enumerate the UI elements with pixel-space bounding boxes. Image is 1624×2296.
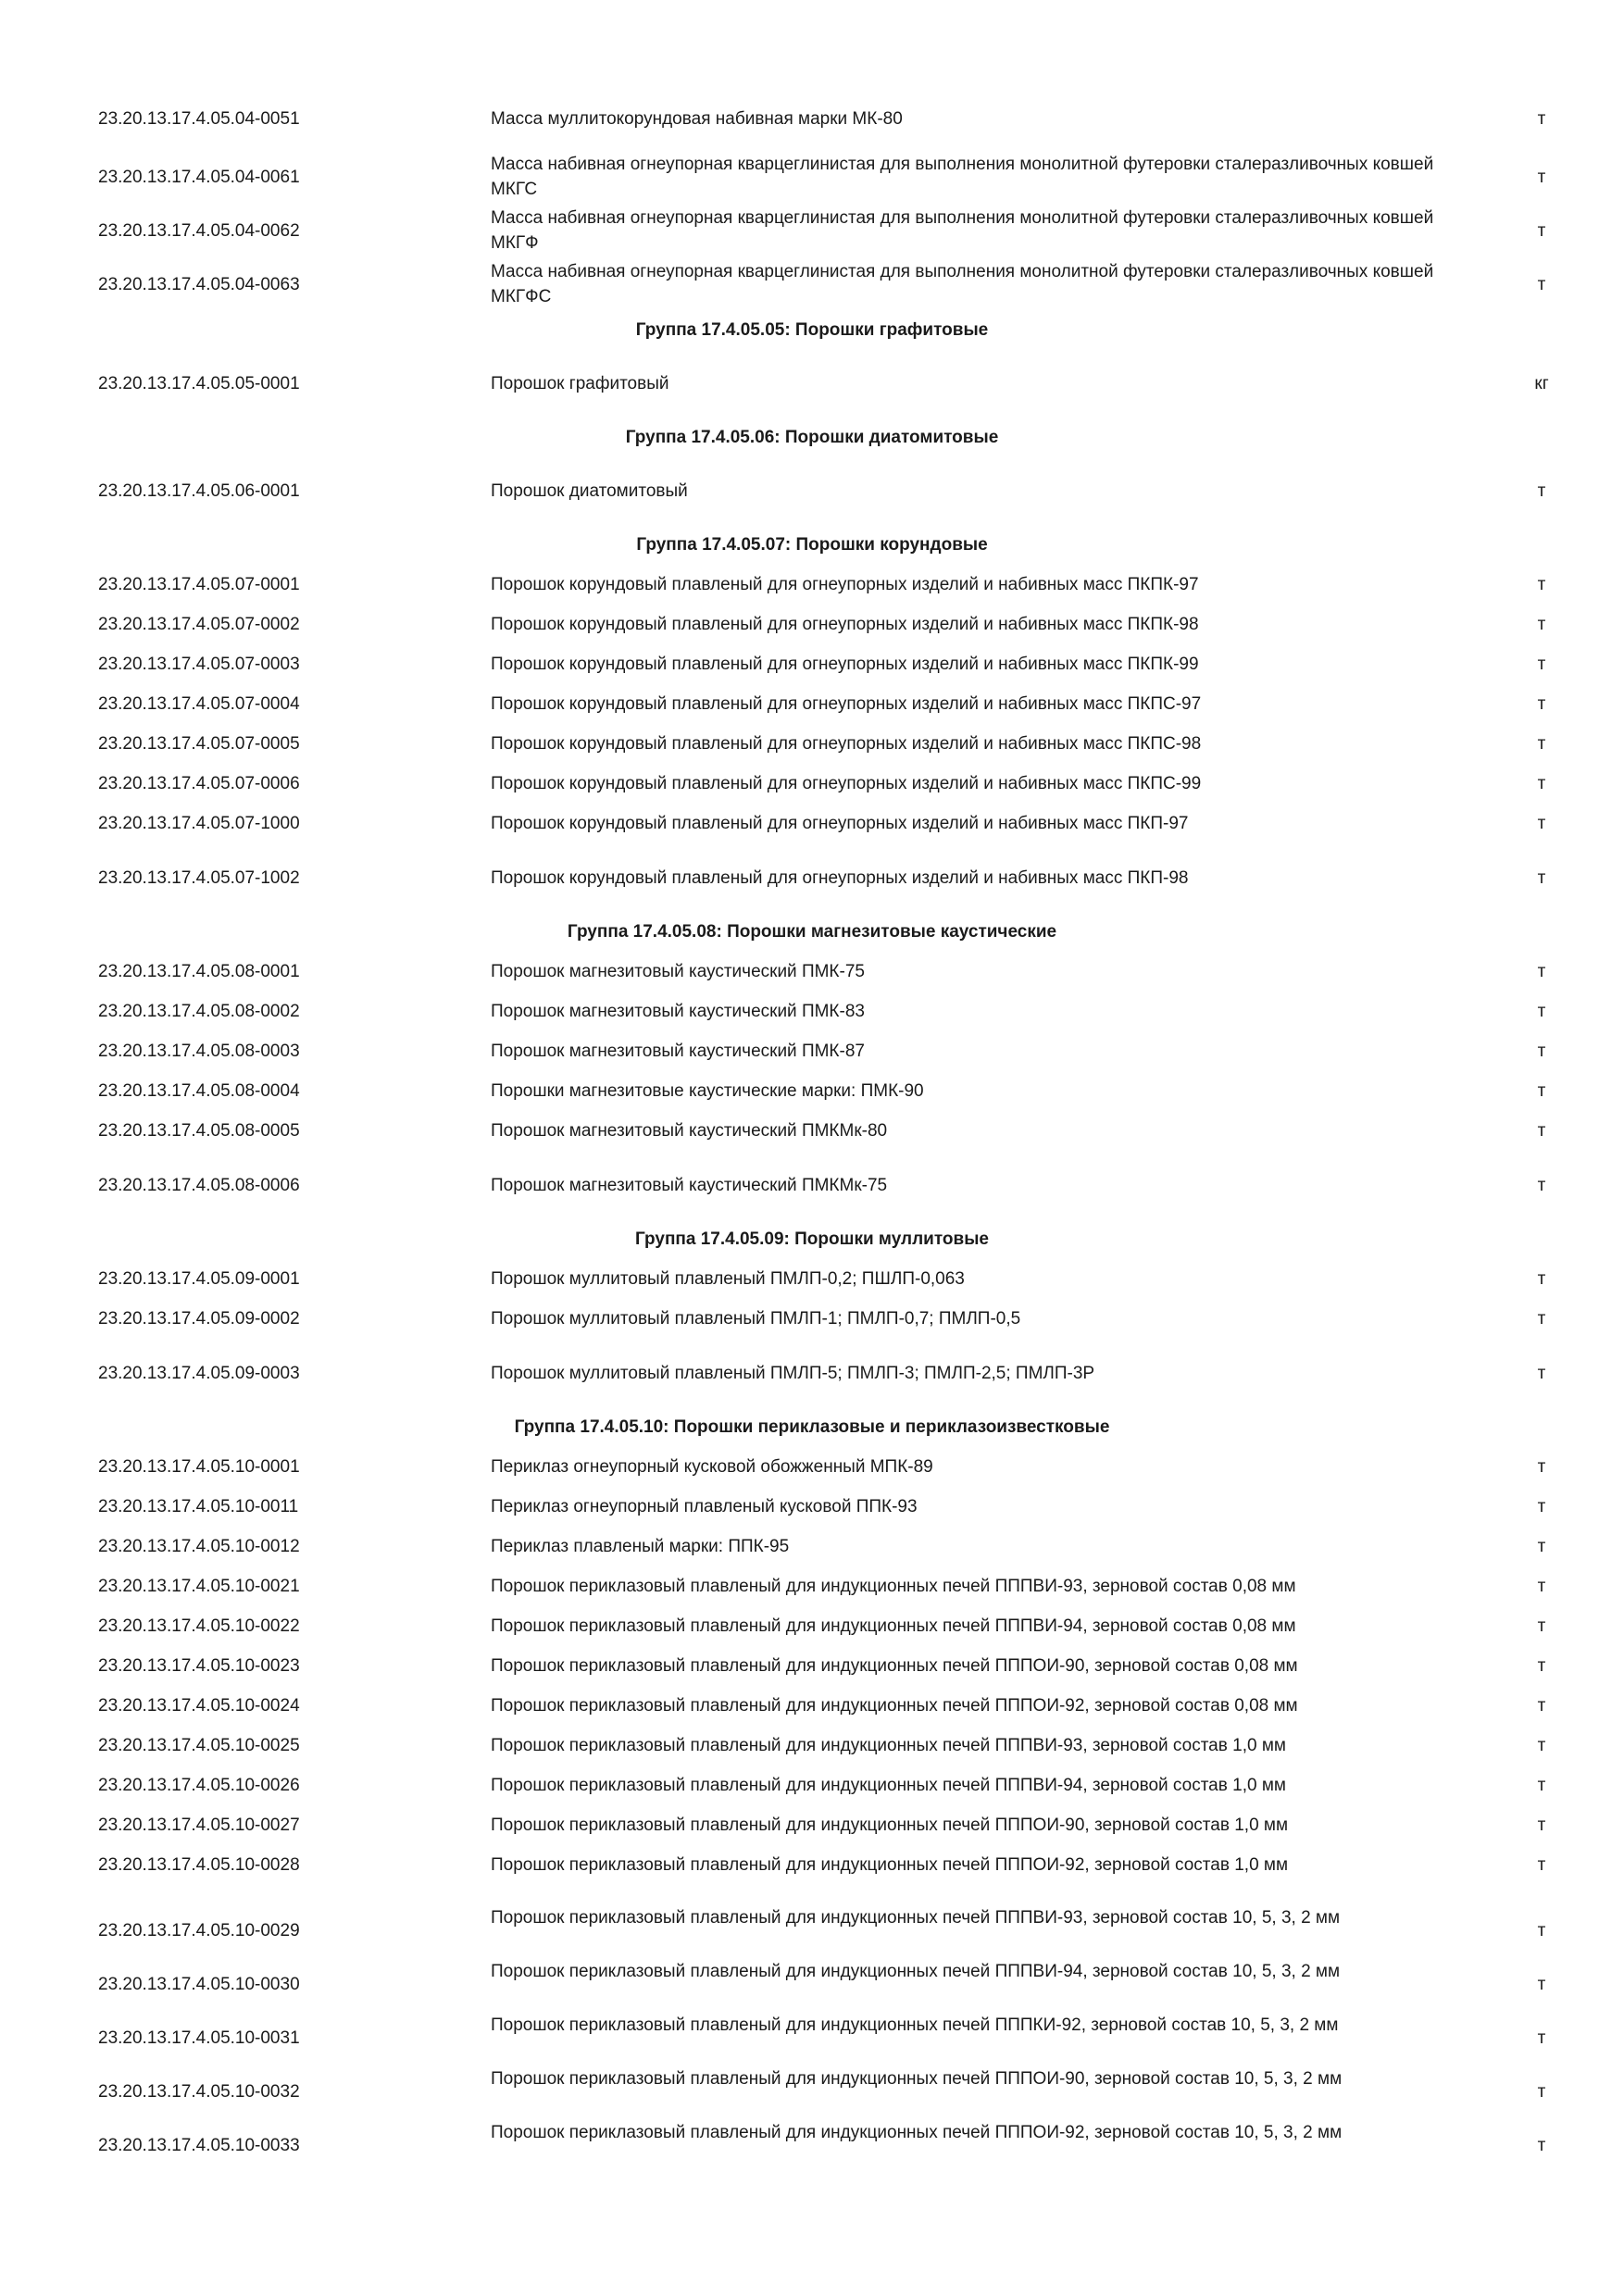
resource-name: Периклаз огнеупорный плавленый кусковой ППК-93 bbox=[491, 1497, 918, 1516]
resource-code: 23.20.13.17.4.05.08-0006 bbox=[98, 1176, 300, 1195]
resource-unit: т bbox=[1537, 615, 1546, 634]
resource-name: Порошок корундовый плавленый для огнеупорных изделий и набивных масс ПКПС-99 bbox=[491, 774, 1202, 793]
resource-code: 23.20.13.17.4.05.10-0001 bbox=[98, 1457, 300, 1477]
resource-unit: т bbox=[1537, 2136, 1546, 2155]
resource-unit: т bbox=[1537, 1616, 1546, 1636]
group-heading: Группа 17.4.05.07: Порошки корундовые bbox=[636, 535, 988, 555]
group-heading: Группа 17.4.05.05: Порошки графитовые bbox=[635, 320, 989, 340]
resource-unit: т bbox=[1537, 1121, 1546, 1141]
resource-unit: т bbox=[1537, 814, 1546, 833]
resource-unit: т bbox=[1537, 1776, 1546, 1795]
resource-name: Периклаз огнеупорный кусковой обожженный МПК-89 bbox=[491, 1457, 933, 1477]
resource-name: Порошок периклазовый плавленый для индукционных печей ПППВИ-94, зерновой состав 1,0 мм bbox=[491, 1776, 1286, 1795]
resource-name: Порошок периклазовый плавленый для индукционных печей ПППОИ-92, зерновой состав 0,08 мм bbox=[491, 1696, 1298, 1716]
resource-name: Порошок периклазовый плавленый для индукционных печей ПППВИ-94, зерновой состав 10, 5, 3, 2 мм bbox=[491, 1962, 1341, 1981]
resource-unit: т bbox=[1537, 1816, 1546, 1835]
group-heading: Группа 17.4.05.06: Порошки диатомитовые bbox=[625, 428, 999, 447]
resource-unit: т bbox=[1537, 1656, 1546, 1676]
resource-code: 23.20.13.17.4.05.04-0061 bbox=[98, 168, 300, 187]
resource-unit: т bbox=[1537, 481, 1546, 501]
resource-code: 23.20.13.17.4.05.10-0026 bbox=[98, 1776, 300, 1795]
resource-name: Порошок периклазовый плавленый для индукционных печей ПППВИ-94, зерновой состав 0,08 мм bbox=[491, 1616, 1296, 1636]
resource-code: 23.20.13.17.4.05.07-1000 bbox=[98, 814, 300, 833]
resource-unit: т bbox=[1537, 221, 1546, 241]
resource-code: 23.20.13.17.4.05.05-0001 bbox=[98, 374, 300, 393]
resource-unit: т bbox=[1537, 109, 1546, 129]
resource-name: Периклаз плавленый марки: ППК-95 bbox=[491, 1537, 790, 1556]
resource-code: 23.20.13.17.4.05.08-0002 bbox=[98, 1002, 300, 1021]
resource-unit: т bbox=[1537, 1457, 1546, 1477]
resource-name: Масса набивная огнеупорная кварцеглинистая для выполнения монолитной футеровки сталеразливочных ковшей МКГФС bbox=[491, 262, 1434, 306]
resource-code: 23.20.13.17.4.05.07-1002 bbox=[98, 868, 300, 888]
resource-unit: т bbox=[1537, 868, 1546, 888]
resource-code: 23.20.13.17.4.05.10-0012 bbox=[98, 1537, 300, 1556]
resource-unit: кг bbox=[1534, 374, 1549, 393]
resource-name: Порошок периклазовый плавленый для индукционных печей ПППВИ-93, зерновой состав 10, 5, 3, 2 мм bbox=[491, 1908, 1341, 1928]
resource-unit: т bbox=[1537, 1537, 1546, 1556]
resource-name: Порошок периклазовый плавленый для индукционных печей ПППОИ-90, зерновой состав 10, 5, 3, 2 мм bbox=[491, 2069, 1343, 2089]
resource-unit: т bbox=[1537, 694, 1546, 714]
resource-code: 23.20.13.17.4.05.04-0051 bbox=[98, 109, 300, 129]
resource-code: 23.20.13.17.4.05.04-0063 bbox=[98, 275, 300, 294]
resource-name: Масса муллитокорундовая набивная марки МК-80 bbox=[491, 109, 903, 129]
resource-code: 23.20.13.17.4.05.10-0027 bbox=[98, 1816, 300, 1835]
resource-code: 23.20.13.17.4.05.07-0003 bbox=[98, 655, 300, 674]
resource-name: Порошок корундовый плавленый для огнеупорных изделий и набивных масс ПКПК-97 bbox=[491, 575, 1199, 594]
resource-code: 23.20.13.17.4.05.07-0004 bbox=[98, 694, 300, 714]
resource-name: Порошки магнезитовые каустические марки: ПМК-90 bbox=[491, 1081, 924, 1101]
resource-code: 23.20.13.17.4.05.08-0004 bbox=[98, 1081, 300, 1101]
resource-code: 23.20.13.17.4.05.10-0024 bbox=[98, 1696, 300, 1716]
resource-name: Порошок периклазовый плавленый для индукционных печей ПППВИ-93, зерновой состав 0,08 мм bbox=[491, 1577, 1296, 1596]
resource-name: Порошок корундовый плавленый для огнеупорных изделий и набивных масс ПКПС-98 bbox=[491, 734, 1202, 754]
resource-code: 23.20.13.17.4.05.10-0011 bbox=[98, 1497, 299, 1516]
resource-unit: т bbox=[1537, 1696, 1546, 1716]
resource-code: 23.20.13.17.4.05.08-0001 bbox=[98, 962, 300, 981]
resource-code: 23.20.13.17.4.05.10-0021 bbox=[98, 1577, 300, 1596]
resource-code: 23.20.13.17.4.05.10-0028 bbox=[98, 1855, 300, 1875]
resource-code: 23.20.13.17.4.05.10-0025 bbox=[98, 1736, 300, 1755]
resource-unit: т bbox=[1537, 1921, 1546, 1940]
resource-code: 23.20.13.17.4.05.04-0062 bbox=[98, 221, 300, 241]
resource-unit: т bbox=[1537, 2028, 1546, 2048]
resource-code: 23.20.13.17.4.05.10-0031 bbox=[98, 2028, 300, 2048]
resource-name: Порошок магнезитовый каустический ПМК-83 bbox=[491, 1002, 865, 1021]
resource-name: Порошок корундовый плавленый для огнеупорных изделий и набивных масс ПКПК-99 bbox=[491, 655, 1199, 674]
resource-unit: т bbox=[1537, 1309, 1546, 1329]
resource-code: 23.20.13.17.4.05.06-0001 bbox=[98, 481, 300, 501]
resource-code: 23.20.13.17.4.05.07-0001 bbox=[98, 575, 300, 594]
resource-unit: т bbox=[1537, 1176, 1546, 1195]
group-heading: Группа 17.4.05.09: Порошки муллитовые bbox=[634, 1229, 990, 1249]
resource-unit: т bbox=[1537, 1364, 1546, 1383]
resource-name: Масса набивная огнеупорная кварцеглинистая для выполнения монолитной футеровки сталеразливочных ковшей МКГС bbox=[491, 155, 1434, 199]
resource-name: Масса набивная огнеупорная кварцеглинистая для выполнения монолитной футеровки сталеразливочных ковшей МКГФ bbox=[491, 208, 1434, 253]
resource-code: 23.20.13.17.4.05.09-0001 bbox=[98, 1269, 300, 1289]
resource-name: Порошок диатомитовый bbox=[491, 481, 688, 501]
resource-code: 23.20.13.17.4.05.10-0023 bbox=[98, 1656, 300, 1676]
resource-name: Порошок корундовый плавленый для огнеупорных изделий и набивных масс ПКПС-97 bbox=[491, 694, 1202, 714]
resource-name: Порошок магнезитовый каустический ПМК-87 bbox=[491, 1042, 865, 1061]
group-heading: Группа 17.4.05.08: Порошки магнезитовые каустические bbox=[567, 922, 1057, 942]
resource-name: Порошок периклазовый плавленый для индукционных печей ПППОИ-92, зерновой состав 10, 5, 3, 2 мм bbox=[491, 2123, 1343, 2142]
group-heading: Группа 17.4.05.10: Порошки периклазовые и периклазоизвестковые bbox=[514, 1417, 1110, 1437]
resource-unit: т bbox=[1537, 1577, 1546, 1596]
resource-name: Порошок муллитовый плавленый ПМЛП-0,2; ПШЛП-0,063 bbox=[491, 1269, 965, 1289]
resource-name: Порошок корундовый плавленый для огнеупорных изделий и набивных масс ПКП-97 bbox=[491, 814, 1189, 833]
resource-unit: т bbox=[1537, 1855, 1546, 1875]
resource-unit: т bbox=[1537, 734, 1546, 754]
resource-name: Порошок периклазовый плавленый для индукционных печей ПППОИ-92, зерновой состав 1,0 мм bbox=[491, 1855, 1289, 1875]
resource-code: 23.20.13.17.4.05.10-0033 bbox=[98, 2136, 300, 2155]
resource-unit: т bbox=[1537, 1042, 1546, 1061]
resource-unit: т bbox=[1537, 1002, 1546, 1021]
resource-name: Порошок графитовый bbox=[491, 374, 669, 393]
resource-name: Порошок периклазовый плавленый для индукционных печей ПППОИ-90, зерновой состав 0,08 мм bbox=[491, 1656, 1298, 1676]
resource-name: Порошок корундовый плавленый для огнеупорных изделий и набивных масс ПКП-98 bbox=[491, 868, 1189, 888]
resource-name: Порошок корундовый плавленый для огнеупорных изделий и набивных масс ПКПК-98 bbox=[491, 615, 1199, 634]
resource-unit: т bbox=[1537, 2082, 1546, 2102]
resource-unit: т bbox=[1537, 1081, 1546, 1101]
resource-name: Порошок периклазовый плавленый для индукционных печей ПППКИ-92, зерновой состав 10, 5, 3, 2 мм bbox=[491, 2015, 1339, 2035]
resource-unit: т bbox=[1537, 1269, 1546, 1289]
resource-name: Порошок периклазовый плавленый для индукционных печей ПППВИ-93, зерновой состав 1,0 мм bbox=[491, 1736, 1286, 1755]
resource-unit: т bbox=[1537, 962, 1546, 981]
resource-name: Порошок магнезитовый каустический ПМКМк-75 bbox=[491, 1176, 888, 1195]
resource-code: 23.20.13.17.4.05.08-0005 bbox=[98, 1121, 300, 1141]
resource-name: Порошок магнезитовый каустический ПМКМк-80 bbox=[491, 1121, 888, 1141]
resource-code: 23.20.13.17.4.05.07-0005 bbox=[98, 734, 300, 754]
resource-name: Порошок периклазовый плавленый для индукционных печей ПППОИ-90, зерновой состав 1,0 мм bbox=[491, 1816, 1289, 1835]
resource-code: 23.20.13.17.4.05.07-0006 bbox=[98, 774, 300, 793]
resource-code: 23.20.13.17.4.05.08-0003 bbox=[98, 1042, 300, 1061]
resource-code: 23.20.13.17.4.05.10-0032 bbox=[98, 2082, 300, 2102]
resource-unit: т bbox=[1537, 1736, 1546, 1755]
resource-code: 23.20.13.17.4.05.09-0003 bbox=[98, 1364, 300, 1383]
resource-code: 23.20.13.17.4.05.10-0022 bbox=[98, 1616, 300, 1636]
resource-name: Порошок муллитовый плавленый ПМЛП-5; ПМЛП-3; ПМЛП-2,5; ПМЛП-3Р bbox=[491, 1364, 1095, 1383]
resource-unit: т bbox=[1537, 1975, 1546, 1994]
resource-code: 23.20.13.17.4.05.10-0030 bbox=[98, 1975, 300, 1994]
resource-code: 23.20.13.17.4.05.07-0002 bbox=[98, 615, 300, 634]
resource-name: Порошок муллитовый плавленый ПМЛП-1; ПМЛП-0,7; ПМЛП-0,5 bbox=[491, 1309, 1021, 1329]
resource-unit: т bbox=[1537, 774, 1546, 793]
resource-unit: т bbox=[1537, 168, 1546, 187]
resource-unit: т bbox=[1537, 275, 1546, 294]
resource-unit: т bbox=[1537, 655, 1546, 674]
resource-unit: т bbox=[1537, 1497, 1546, 1516]
resource-unit: т bbox=[1537, 575, 1546, 594]
resource-code: 23.20.13.17.4.05.09-0002 bbox=[98, 1309, 300, 1329]
resource-code: 23.20.13.17.4.05.10-0029 bbox=[98, 1921, 300, 1940]
resource-name: Порошок магнезитовый каустический ПМК-75 bbox=[491, 962, 865, 981]
